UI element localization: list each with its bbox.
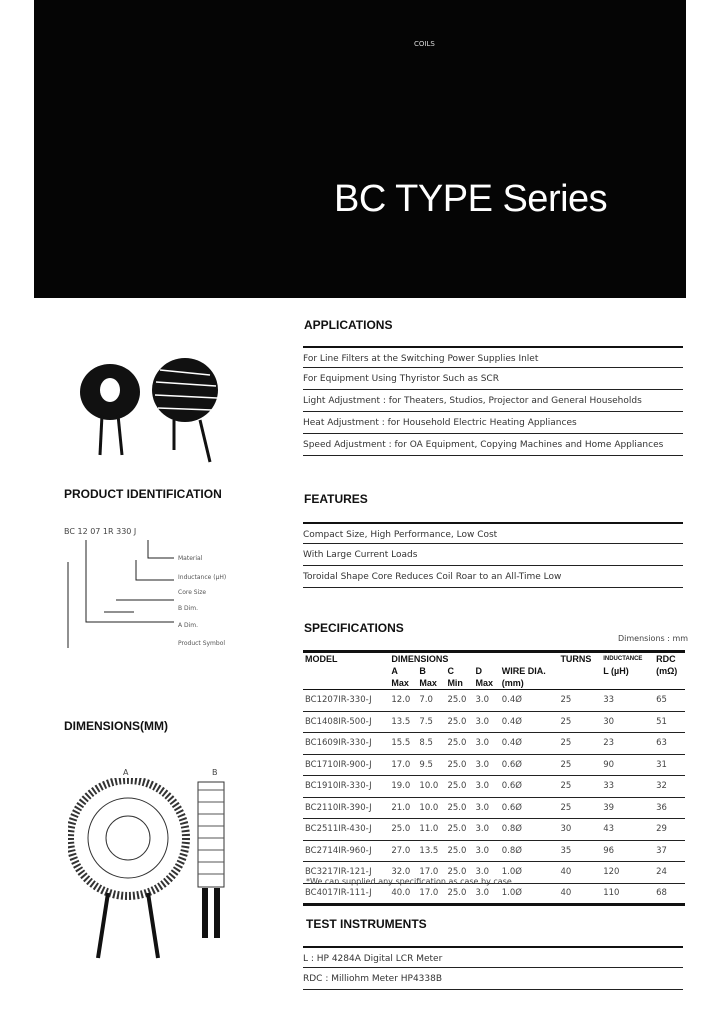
table-cell: 25 <box>558 754 601 776</box>
table-cell: 0.4Ø <box>500 733 559 755</box>
table-cell: 8.5 <box>417 733 445 755</box>
table-cell: 25 <box>558 711 601 733</box>
table-cell: 25.0 <box>389 819 417 841</box>
table-cell: 3.0 <box>473 733 499 755</box>
features-heading: FEATURES <box>304 492 368 506</box>
table-cell: 17.0 <box>417 862 445 884</box>
table-cell: 0.6Ø <box>500 797 559 819</box>
dim-a-label: A <box>123 768 129 777</box>
table-cell: 3.0 <box>473 883 499 905</box>
table-cell: 25.0 <box>445 690 473 712</box>
id-label: A Dim. <box>178 622 199 629</box>
table-cell: BC1710IR-900-J <box>303 754 389 776</box>
id-label: B Dim. <box>178 605 199 612</box>
max-label: Max <box>417 677 445 690</box>
test-instruments-list <box>303 946 683 990</box>
category-label: COILS <box>414 40 435 48</box>
list-item: For Equipment Using Thyristor Such as SCR <box>303 368 683 390</box>
table-cell: 10.0 <box>417 776 445 798</box>
id-label: Inductance (µH) <box>178 574 227 581</box>
table-cell: BC1408IR-500-J <box>303 711 389 733</box>
table-row <box>303 733 685 755</box>
table-cell: 3.0 <box>473 819 499 841</box>
table-cell: 30 <box>558 819 601 841</box>
mm-label: (mm) <box>500 677 559 690</box>
table-cell: 25.0 <box>445 776 473 798</box>
table-cell: 1.0Ø <box>500 862 559 884</box>
identification-diagram-lines <box>64 540 184 650</box>
table-cell: 51 <box>654 711 685 733</box>
table-cell: 110 <box>601 883 654 905</box>
table-row <box>303 819 685 841</box>
max-label: Max <box>473 677 499 690</box>
min-label: Min <box>445 677 473 690</box>
coil-product-photo <box>70 350 240 465</box>
specifications-heading: SPECIFICATIONS <box>304 621 404 635</box>
table-cell: 21.0 <box>389 797 417 819</box>
max-label: Max <box>389 677 417 690</box>
table-cell: 24 <box>654 862 685 884</box>
table-cell: 3.0 <box>473 711 499 733</box>
table-cell: 25 <box>558 690 601 712</box>
table-cell: 9.5 <box>417 754 445 776</box>
table-cell: 7.5 <box>417 711 445 733</box>
table-cell: 25.0 <box>445 883 473 905</box>
table-cell: 0.4Ø <box>500 711 559 733</box>
table-cell: BC1910IR-330-J <box>303 776 389 798</box>
table-cell: 3.0 <box>473 754 499 776</box>
table-cell: 23 <box>601 733 654 755</box>
dimensions-heading: DIMENSIONS(MM) <box>64 719 168 733</box>
table-cell: 120 <box>601 862 654 884</box>
applications-heading: APPLICATIONS <box>304 318 393 332</box>
col-wire: WIRE DIA. <box>501 666 546 676</box>
table-cell: 0.6Ø <box>500 754 559 776</box>
dim-b-label: B <box>212 768 218 777</box>
table-cell: 40 <box>558 862 601 884</box>
table-cell: 25.0 <box>445 754 473 776</box>
table-cell: 31 <box>654 754 685 776</box>
col-c: C <box>447 666 454 676</box>
table-cell: BC2714IR-960-J <box>303 840 389 862</box>
table-cell: 27.0 <box>389 840 417 862</box>
table-cell: 13.5 <box>417 840 445 862</box>
table-cell: 7.0 <box>417 690 445 712</box>
table-cell: 37 <box>654 840 685 862</box>
table-cell: 25 <box>558 733 601 755</box>
table-cell: 33 <box>601 776 654 798</box>
features-list <box>303 522 683 588</box>
table-cell: 17.0 <box>417 883 445 905</box>
table-cell: BC2110IR-390-J <box>303 797 389 819</box>
header-banner <box>34 0 686 298</box>
table-cell: 25.0 <box>445 819 473 841</box>
table-cell: 25 <box>558 797 601 819</box>
table-cell: 12.0 <box>389 690 417 712</box>
table-cell: 17.0 <box>389 754 417 776</box>
table-cell: 40 <box>558 883 601 905</box>
table-cell: 29 <box>654 819 685 841</box>
col-d: D <box>475 666 482 676</box>
table-cell: 40.0 <box>389 883 417 905</box>
col-rdc-unit: (mΩ) <box>656 666 678 676</box>
table-cell: 90 <box>601 754 654 776</box>
product-code: BC 12 07 1R 330 J <box>64 527 137 536</box>
table-cell: 3.0 <box>473 797 499 819</box>
col-model: MODEL <box>303 652 389 666</box>
list-item: For Line Filters at the Switching Power Supplies Inlet <box>303 346 683 368</box>
table-cell: 36 <box>654 797 685 819</box>
applications-list <box>303 346 683 456</box>
table-cell: 25.0 <box>445 840 473 862</box>
table-cell: 65 <box>654 690 685 712</box>
table-cell: 3.0 <box>473 862 499 884</box>
col-inductance: INDUCTANCE <box>601 652 654 666</box>
table-cell: 10.0 <box>417 797 445 819</box>
table-cell: 1.0Ø <box>500 883 559 905</box>
table-cell: 32.0 <box>389 862 417 884</box>
table-cell: 39 <box>601 797 654 819</box>
col-dimensions: DIMENSIONS <box>389 652 473 666</box>
table-cell: 63 <box>654 733 685 755</box>
table-cell: 25.0 <box>445 797 473 819</box>
table-cell: 25.0 <box>445 711 473 733</box>
table-cell: 11.0 <box>417 819 445 841</box>
id-label: Material <box>178 555 203 562</box>
table-cell: 0.4Ø <box>500 690 559 712</box>
table-cell: 68 <box>654 883 685 905</box>
table-cell: 15.5 <box>389 733 417 755</box>
list-item: Speed Adjustment : for OA Equipment, Copying Machines and Home Appliances <box>303 434 683 456</box>
table-cell: 0.8Ø <box>500 819 559 841</box>
id-label: Product Symbol <box>178 640 226 647</box>
page-title: BC TYPE Series <box>334 178 608 220</box>
table-cell: 43 <box>601 819 654 841</box>
table-cell: BC1207IR-330-J <box>303 690 389 712</box>
table-cell: 13.5 <box>389 711 417 733</box>
col-turns: TURNS <box>558 652 601 666</box>
table-cell: BC1609IR-330-J <box>303 733 389 755</box>
table-cell: 32 <box>654 776 685 798</box>
units-note: Dimensions : mm <box>618 634 689 643</box>
product-identification-heading: PRODUCT IDENTIFICATION <box>64 487 222 501</box>
table-row <box>303 776 685 798</box>
list-item: Heat Adjustment : for Household Electric Heating Appliances <box>303 412 683 434</box>
table-cell: 19.0 <box>389 776 417 798</box>
table-row <box>303 711 685 733</box>
list-item: With Large Current Loads <box>303 544 683 566</box>
table-row <box>303 797 685 819</box>
table-cell: 33 <box>601 690 654 712</box>
list-item: Light Adjustment : for Theaters, Studios, Projector and General Households <box>303 390 683 412</box>
col-b: B <box>419 666 426 676</box>
table-row <box>303 690 685 712</box>
specifications-table <box>303 650 685 906</box>
table-row <box>303 883 685 905</box>
col-a: A <box>391 666 398 676</box>
list-item: RDC : Milliohm Meter HP4338B <box>303 968 683 990</box>
table-row <box>303 754 685 776</box>
table-cell: 25.0 <box>445 733 473 755</box>
table-cell: 0.6Ø <box>500 776 559 798</box>
table-cell: 0.8Ø <box>500 840 559 862</box>
dimensions-drawing <box>68 778 268 978</box>
list-item: Compact Size, High Performance, Low Cost <box>303 522 683 544</box>
table-cell: 30 <box>601 711 654 733</box>
list-item: L : HP 4284A Digital LCR Meter <box>303 946 683 968</box>
table-cell: BC2511IR-430-J <box>303 819 389 841</box>
col-l: L (µH) <box>603 666 629 676</box>
table-cell: 96 <box>601 840 654 862</box>
table-cell: 3.0 <box>473 840 499 862</box>
table-cell: 35 <box>558 840 601 862</box>
id-label: Core Size <box>178 589 207 596</box>
test-instruments-heading: TEST INSTRUMENTS <box>306 917 427 931</box>
table-cell: BC4017IR-111-J <box>303 883 389 905</box>
table-cell: 3.0 <box>473 690 499 712</box>
table-row <box>303 840 685 862</box>
table-cell: 25.0 <box>445 862 473 884</box>
footnote: *We can supplied any specification as case by case. <box>306 877 515 886</box>
table-cell: 25 <box>558 776 601 798</box>
list-item: Toroidal Shape Core Reduces Coil Roar to an All-Time Low <box>303 566 683 588</box>
table-cell: BC3217IR-121-J <box>303 862 389 884</box>
table-cell: 3.0 <box>473 776 499 798</box>
col-rdc: RDC <box>654 652 685 666</box>
